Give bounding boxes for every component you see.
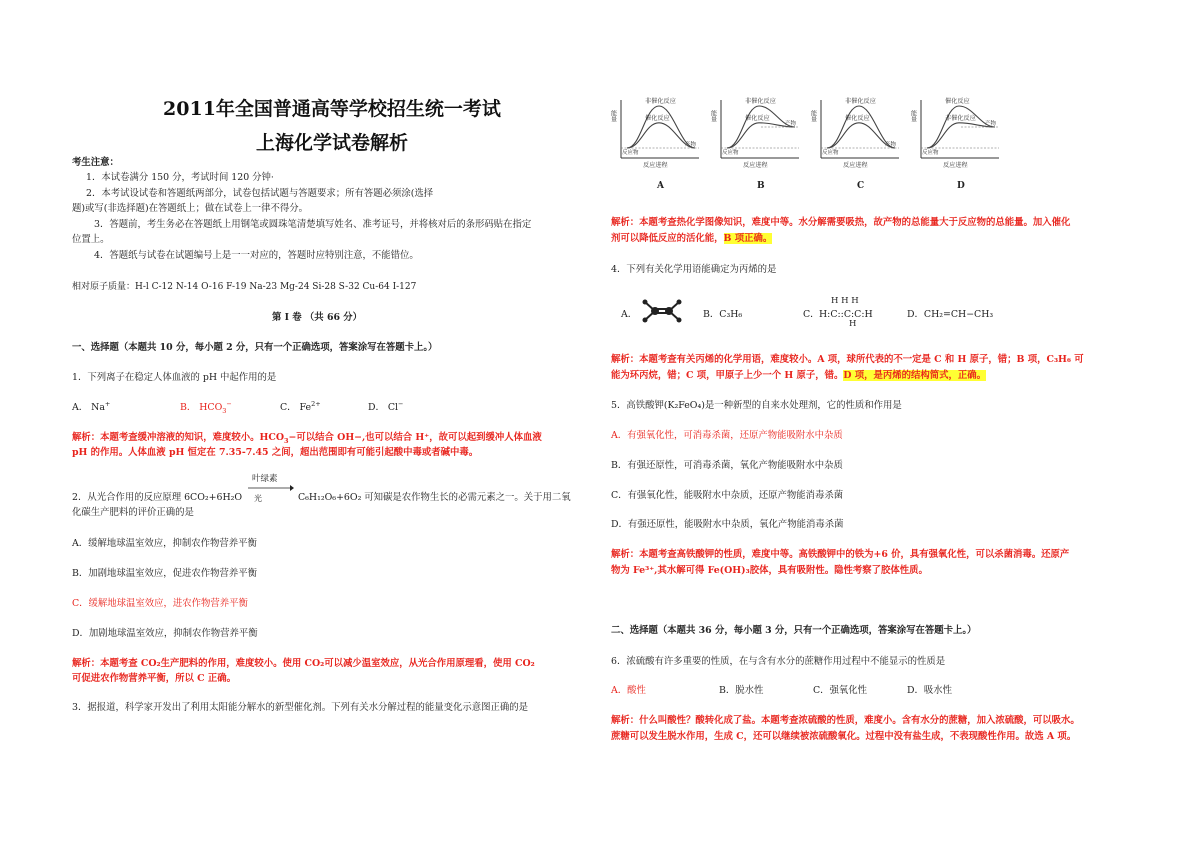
q5-option-c: C．有强氧化性，能吸附水中杂质，还原产物能消毒杀菌 — [611, 490, 844, 501]
energy-diagram-c — [811, 96, 903, 192]
series-label-1: 催化反应 — [845, 114, 870, 122]
q6-explanation-2: 蔗糖可以发生脱水作用，生成 C，还可以继续被浓硫酸氧化。过程中没有盐生成，不表现酸性作用。故选 A 项。 — [611, 731, 1077, 742]
notice-item-3: 3．答题前，考生务必在答题纸上用钢笔或圆珠笔清楚填写姓名、准考证号，并将核对后的条形码贴在指定 — [94, 219, 532, 230]
notice-heading: 考生注意： — [72, 157, 119, 168]
q1-option-d: D． Cl− — [368, 399, 404, 413]
atomic-mass: 相对原子质量：H-l C-12 N-14 O-16 F-19 Na-23 Mg-24 Si-28 S-32 Cu-64 I-127 — [72, 282, 417, 292]
chart-letter: B — [757, 181, 765, 191]
part1-heading: 第 I 卷 （共 66 分） — [272, 312, 363, 323]
energy-diagram-b — [711, 96, 803, 192]
product-label: 产物 — [885, 142, 897, 148]
q3-explanation-2: 剂可以降低反应的活化能，B 项正确。 — [611, 233, 773, 244]
x-axis-label: 反应进程 — [643, 162, 668, 169]
q2-explanation-1: 解析：本题考查 CO₂生产肥料的作用，难度较小。使用 CO₂可以减少温室效应，从光合作用原理看，使用 CO₂ — [72, 658, 535, 669]
reactant-label: 反应物 — [922, 150, 939, 156]
q2-stem-3: 化碳生产肥料的评价正确的是 — [72, 507, 194, 518]
q6-option-b: B．脱水性 — [719, 685, 764, 696]
q4-option-c: C． — [803, 309, 820, 320]
q6-explanation-1: 解析：什么叫酸性？酸转化成了盐。本题考查浓硫酸的性质，难度小。含有水分的蔗糖，加入浓硫酸，可以吸水。 — [611, 715, 1080, 726]
q4-option-b: B．C₃H₆ — [703, 309, 743, 320]
notice-item-1: 1．本试卷满分 150 分，考试时间 120 分钟· — [86, 172, 274, 183]
product-label: 产物 — [685, 142, 697, 148]
x-axis-label: 反应进程 — [943, 162, 968, 169]
exam-subtitle: 上海化学试卷解析 — [255, 132, 408, 154]
series-label-0: 催化反应 — [945, 98, 970, 105]
y-axis-label: 能量 — [709, 110, 717, 122]
chart-letter: C — [857, 181, 865, 191]
q2-option-b: B．加剧地球温室效应，促进农作物营养平衡 — [72, 568, 258, 579]
q5-explanation-1: 解析：本题考查高铁酸钾的性质，难度中等。高铁酸钾中的铁为+6 价，具有强氧化性，可以杀菌消毒。还原产 — [611, 549, 1070, 560]
y-axis-label: 能量 — [809, 110, 817, 122]
y-axis-label: 能量 — [609, 110, 617, 122]
x-axis-label: 反应进程 — [843, 162, 868, 169]
y-axis-label: 能量 — [909, 110, 917, 122]
q4-electron-formula-top: H H H — [831, 296, 859, 306]
q2-arrow-label-bottom: 光 — [254, 494, 262, 503]
q4-answer-highlight: D 项，是丙烯的结构简式，正确。 — [843, 370, 987, 381]
notice-item-2: 2．本考试设试卷和答题纸两部分，试卷包括试题与答题要求；所有答题必须涂(选择 — [86, 188, 434, 199]
q4-option-a: A． — [621, 309, 638, 320]
q3-explanation-1: 解析：本题考查热化学图像知识，难度中等。水分解需要吸热，故产物的总能量大于反应物的总能量。加入催化 — [611, 217, 1071, 228]
q2-arrow-label-top: 叶绿素 — [252, 474, 278, 484]
q4-electron-formula-bottom: H — [849, 319, 857, 329]
notice-item-2-cont: 题)或写(非选择题)在答题纸上；做在试卷上一律不得分。 — [72, 203, 308, 214]
energy-diagram-d — [911, 96, 1003, 192]
series-label-0: 非催化反应 — [745, 98, 776, 105]
section1-heading: 一、选择题（本题共 10 分，每小题 2 分，只有一个正确选项，答案涂写在答题卡上。） — [72, 342, 438, 353]
product-label: 产物 — [785, 121, 797, 127]
q4-stem: 4．下列有关化学用语能确定为丙烯的是 — [611, 264, 777, 275]
q2-stem-2: C₆H₁₂O₆+6O₂ 可知碳是农作物生长的必需元素之一。关于用二氧 — [298, 492, 571, 503]
q2-option-d: D．加剧地球温室效应，抑制农作物营养平衡 — [72, 628, 258, 639]
q1-option-c: C． $Fe^{2+}$ — [280, 399, 321, 413]
reactant-label: 反应物 — [822, 150, 839, 156]
q4-explanation-1: 解析：本题考查有关丙烯的化学用语，难度较小。A 项，球所代表的不一定是 C 和 H 原子，错；B 项，C₃H₆ 可 — [611, 354, 1084, 365]
notice-item-4: 4．答题纸与试卷在试题编号上是一一对应的，答题时应特别注意，不能错位。 — [94, 250, 419, 261]
chart-letter: D — [957, 181, 965, 191]
q2-option-c: C．缓解地球温室效应，进农作物营养平衡 — [72, 598, 248, 609]
q4-electron-formula: H:C::C:C:H — [819, 309, 873, 320]
q6-option-c: C．强氧化性 — [813, 685, 868, 696]
section2-heading: 二、选择题（本题共 36 分，每小题 3 分，只有一个正确选项，答案涂写在答题卡上。） — [611, 625, 977, 636]
energy-diagram-a — [611, 96, 703, 192]
q1-explanation-2: pH 的作用。人体血液 pH 恒定在 7.35-7.45 之间，超出范围即有可能引起酸中毒或者碱中毒。 — [72, 447, 479, 458]
series-label-0: 非催化反应 — [845, 98, 876, 105]
product-label: 产物 — [985, 121, 997, 127]
series-label-1: 非催化反应 — [945, 114, 976, 122]
series-label-1: 催化反应 — [645, 114, 670, 122]
q5-stem: 5．高铁酸钾(K₂FeO₄)是一种新型的自来水处理剂，它的性质和作用是 — [611, 400, 902, 411]
q3-energy-charts — [611, 96, 1011, 196]
q1-stem: 1．下列离子在稳定人体血液的 pH 中起作用的是 — [72, 372, 277, 383]
chart-letter: A — [657, 181, 664, 191]
q5-option-b: B．有强还原性，可消毒杀菌，氧化产物能吸附水中杂质 — [611, 460, 843, 471]
q4-explanation-2: 能为环丙烷，错；C 项，甲原子上少一个 H 原子，错。D 项，是丙烯的结构简式，正确。 — [611, 370, 987, 381]
q4-option-d: D．CH₂=CH−CH₃ — [907, 309, 994, 320]
q2-stem-1: 2．从光合作用的反应原理 6CO₂+6H₂O — [72, 492, 243, 503]
q1-option-b: B． $HCO_3^-$ — [180, 399, 232, 415]
q2-explanation-2: 可促进农作物营养平衡，所以 C 正确。 — [72, 673, 236, 684]
q6-option-d: D．吸水性 — [907, 685, 953, 696]
q5-option-d: D．有强还原性，能吸附水中杂质，氧化产物能消毒杀菌 — [611, 519, 844, 530]
q2-option-a: A．缓解地球温室效应，抑制农作物营养平衡 — [72, 538, 257, 549]
q5-explanation-2: 物为 Fe³⁺,其水解可得 Fe(OH)₃胶体，具有吸附性。隐性考察了胶体性质。 — [611, 565, 928, 576]
exam-title: 2011年全国普通高等学校招生统一考试 — [163, 98, 501, 120]
q3-stem: 3．据报道，科学家开发出了利用太阳能分解水的新型催化剂。下列有关水分解过程的能量变化示意图正确的是 — [72, 702, 528, 713]
reactant-label: 反应物 — [622, 150, 639, 156]
q6-option-a: A．酸性 — [611, 685, 646, 696]
q5-option-a: A．有强氧化性，可消毒杀菌，还原产物能吸附水中杂质 — [611, 430, 843, 441]
q3-answer-highlight: B 项正确。 — [723, 233, 773, 244]
q1-explanation-1: 解析：本题考查缓冲溶液的知识，难度较小。$HCO_3-$可以结合 OH−,也可以结合 H⁺，故可以起到缓冲人体血液 — [72, 432, 542, 445]
series-label-0: 非催化反应 — [645, 98, 676, 105]
ball-stick-model-icon — [637, 296, 687, 326]
reactant-label: 反应物 — [722, 150, 739, 156]
q1-option-a: A． Na+ — [72, 399, 111, 413]
q6-stem: 6．浓硫酸有许多重要的性质，在与含有水分的蔗糖作用过程中不能显示的性质是 — [611, 656, 946, 667]
x-axis-label: 反应进程 — [743, 162, 768, 169]
series-label-1: 催化反应 — [745, 114, 770, 122]
notice-item-3-cont: 位置上。 — [72, 234, 110, 245]
